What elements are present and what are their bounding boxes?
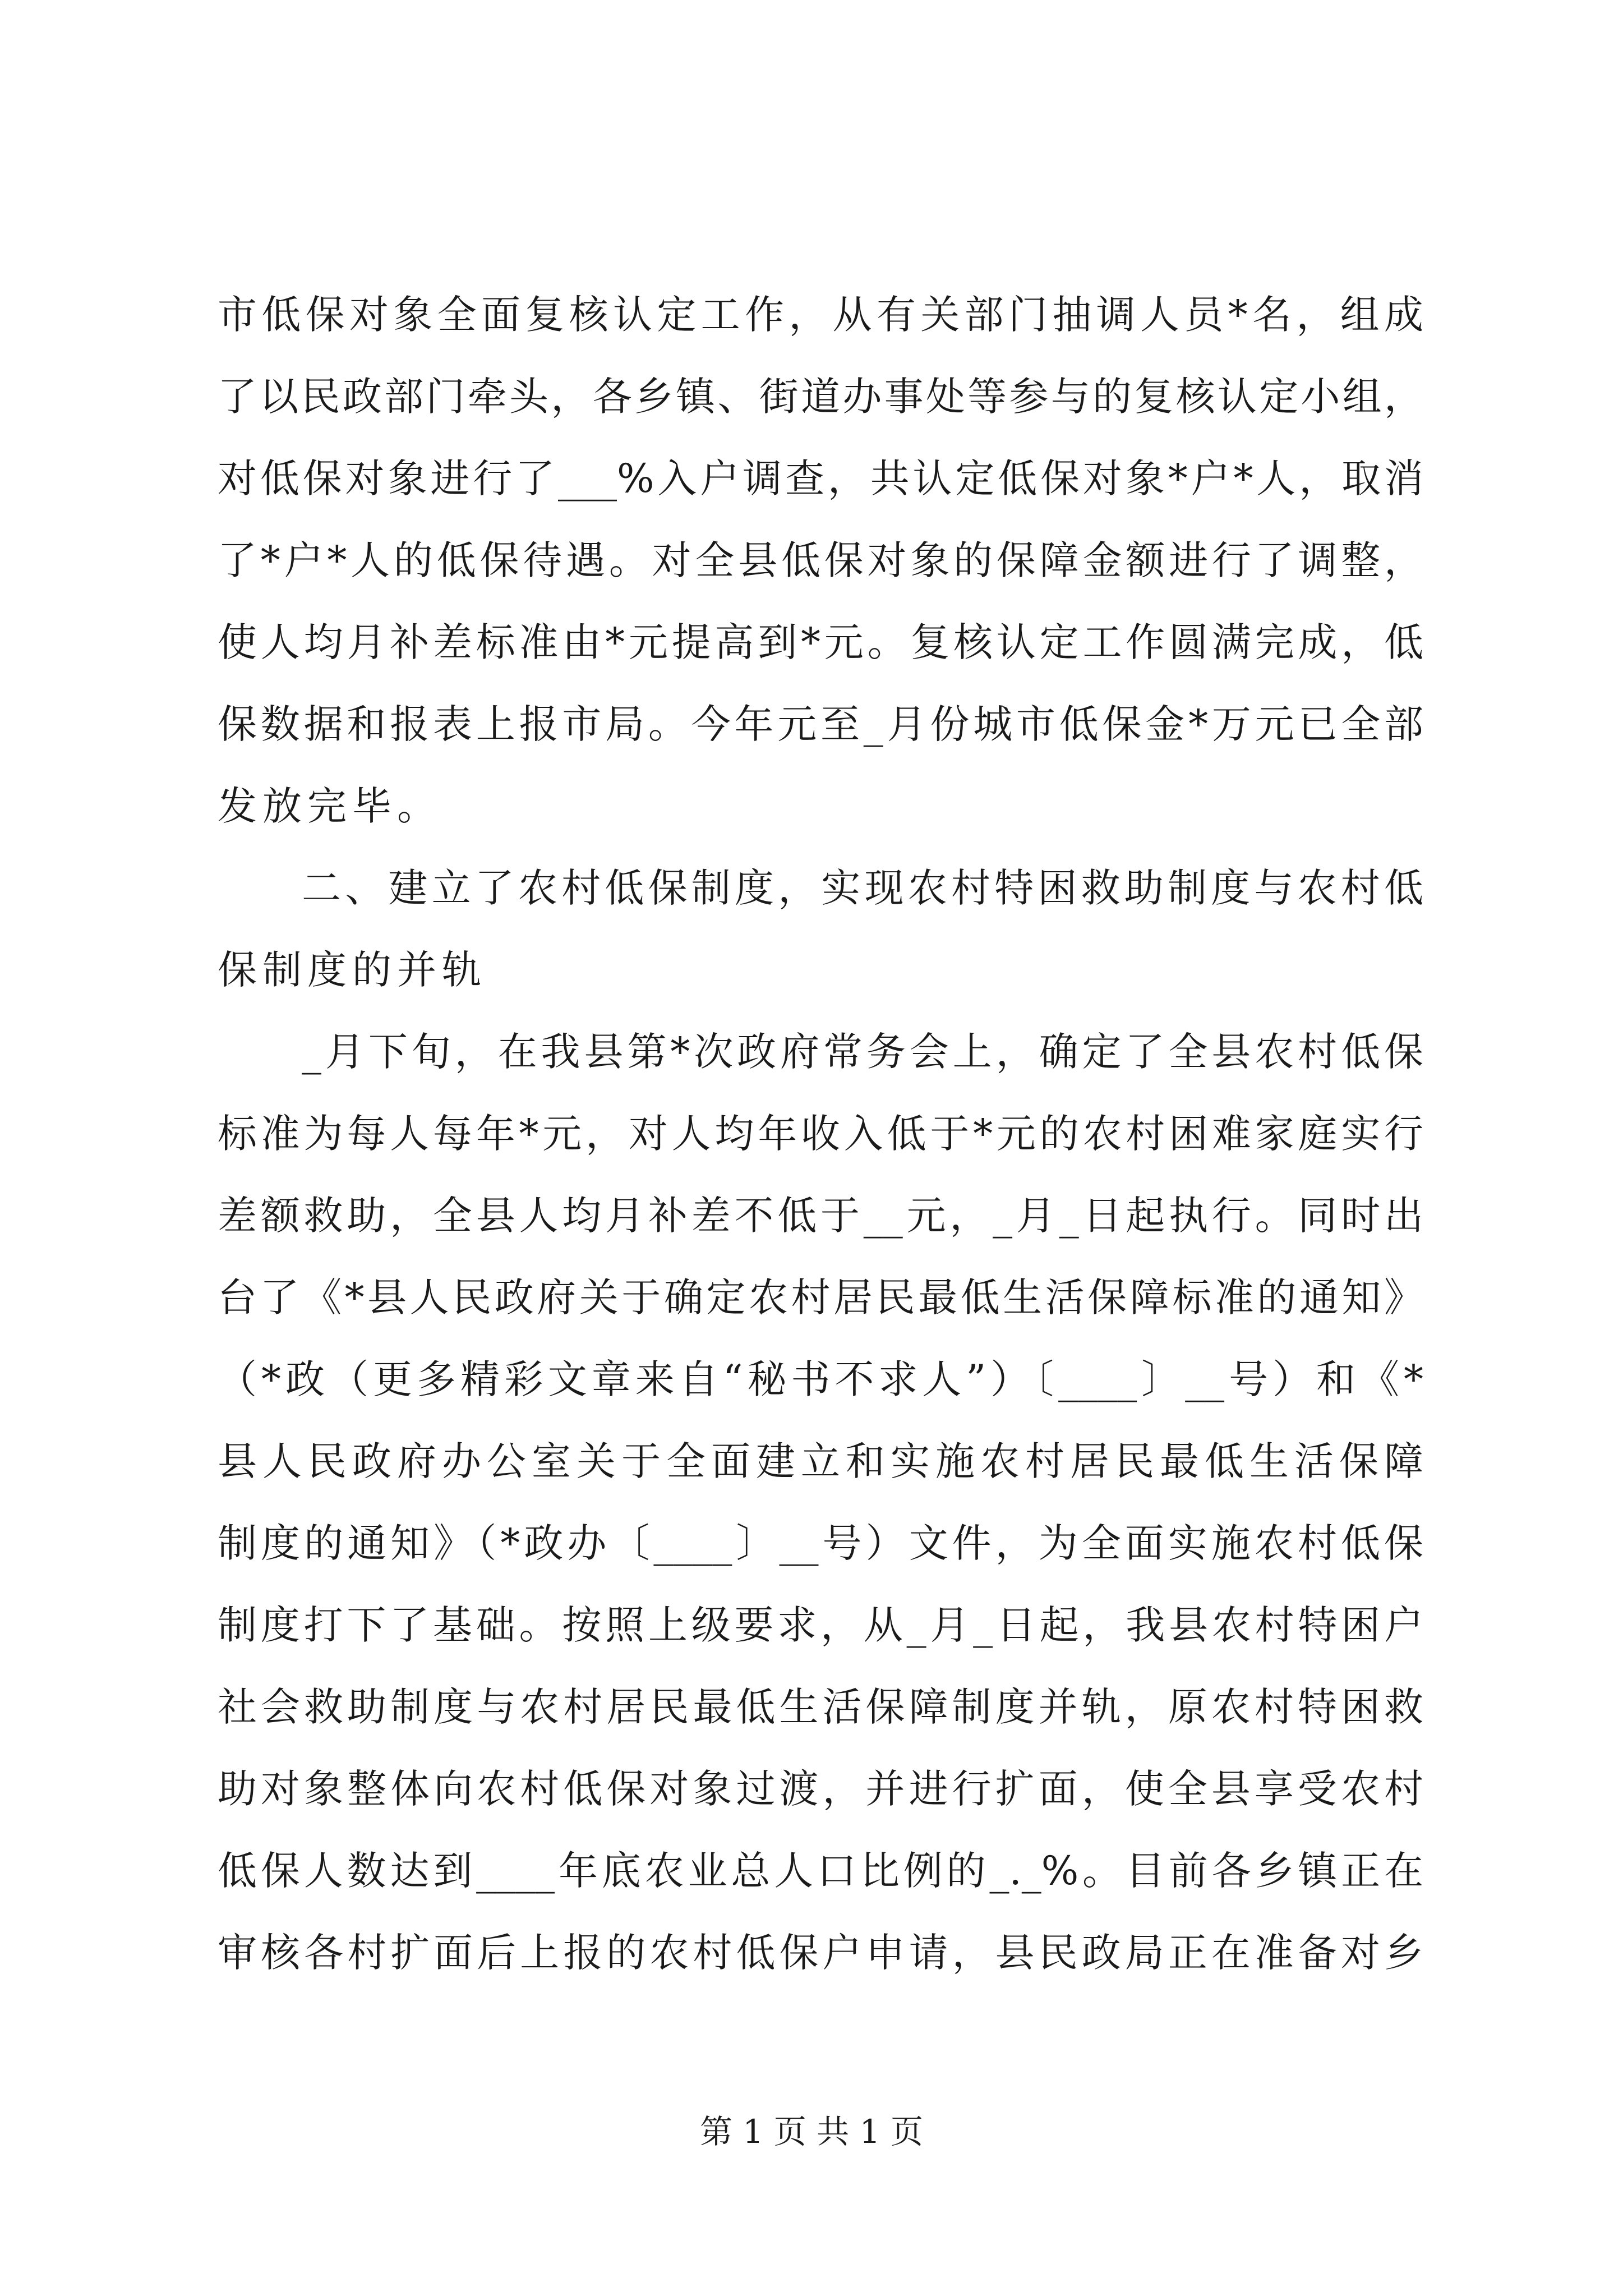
body-line: _月下旬，在我县第*次政府常务会上，确定了全县农村低保 bbox=[302, 1029, 1423, 1075]
body-line: 低保人数达到____年底农业总人口比例的_._%。目前各乡镇正在 bbox=[218, 1848, 1423, 1894]
body-line: 制度的通知》（*政办〔____〕__号）文件，为全面实施农村低保 bbox=[218, 1520, 1423, 1566]
body-line: 了*户*人的低保待遇。对全县低保对象的保障金额进行了调整， bbox=[218, 537, 1423, 583]
body-line: 台了《*县人民政府关于确定农村居民最低生活保障标准的通知》 bbox=[218, 1274, 1423, 1320]
body-line: 县人民政府办公室关于全面建立和实施农村居民最低生活保障 bbox=[218, 1438, 1423, 1484]
body-line: 差额救助，全县人均月补差不低于__元，_月_日起执行。同时出 bbox=[218, 1193, 1423, 1239]
body-line: 助对象整体向农村低保对象过渡，并进行扩面，使全县享受农村 bbox=[218, 1766, 1423, 1812]
body-line: 审核各村扩面后上报的农村低保户申请，县民政局正在准备对乡 bbox=[218, 1930, 1423, 1976]
body-line: 社会救助制度与农村居民最低生活保障制度并轨，原农村特困救 bbox=[218, 1684, 1423, 1730]
body-line: （*政（更多精彩文章来自“秘书不求人”）〔____〕__号）和《* bbox=[218, 1356, 1423, 1402]
body-line: 制度打下了基础。按照上级要求，从_月_日起，我县农村特困户 bbox=[218, 1602, 1423, 1648]
body-line: 标准为每人每年*元，对人均年收入低于*元的农村困难家庭实行 bbox=[218, 1111, 1423, 1157]
section-heading-line: 二、建立了农村低保制度，实现农村特困救助制度与农村低 bbox=[302, 865, 1423, 911]
document-body bbox=[218, 274, 1423, 1994]
body-line: 了以民政部门牵头，各乡镇、街道办事处等参与的复核认定小组， bbox=[218, 374, 1423, 420]
section-heading-line: 保制度的并轨 bbox=[218, 947, 487, 993]
body-line: 使人均月补差标准由*元提高到*元。复核认定工作圆满完成，低 bbox=[218, 619, 1423, 665]
page-number-footer: 第 1 页 共 1 页 bbox=[700, 2113, 923, 2151]
body-line: 保数据和报表上报市局。今年元至_月份城市低保金*万元已全部 bbox=[218, 701, 1423, 747]
body-line: 市低保对象全面复核认定工作，从有关部门抽调人员*名，组成 bbox=[218, 292, 1423, 338]
body-line: 对低保对象进行了___%入户调查，共认定低保对象*户*人，取消 bbox=[218, 455, 1423, 501]
body-line: 发放完毕。 bbox=[218, 783, 442, 829]
